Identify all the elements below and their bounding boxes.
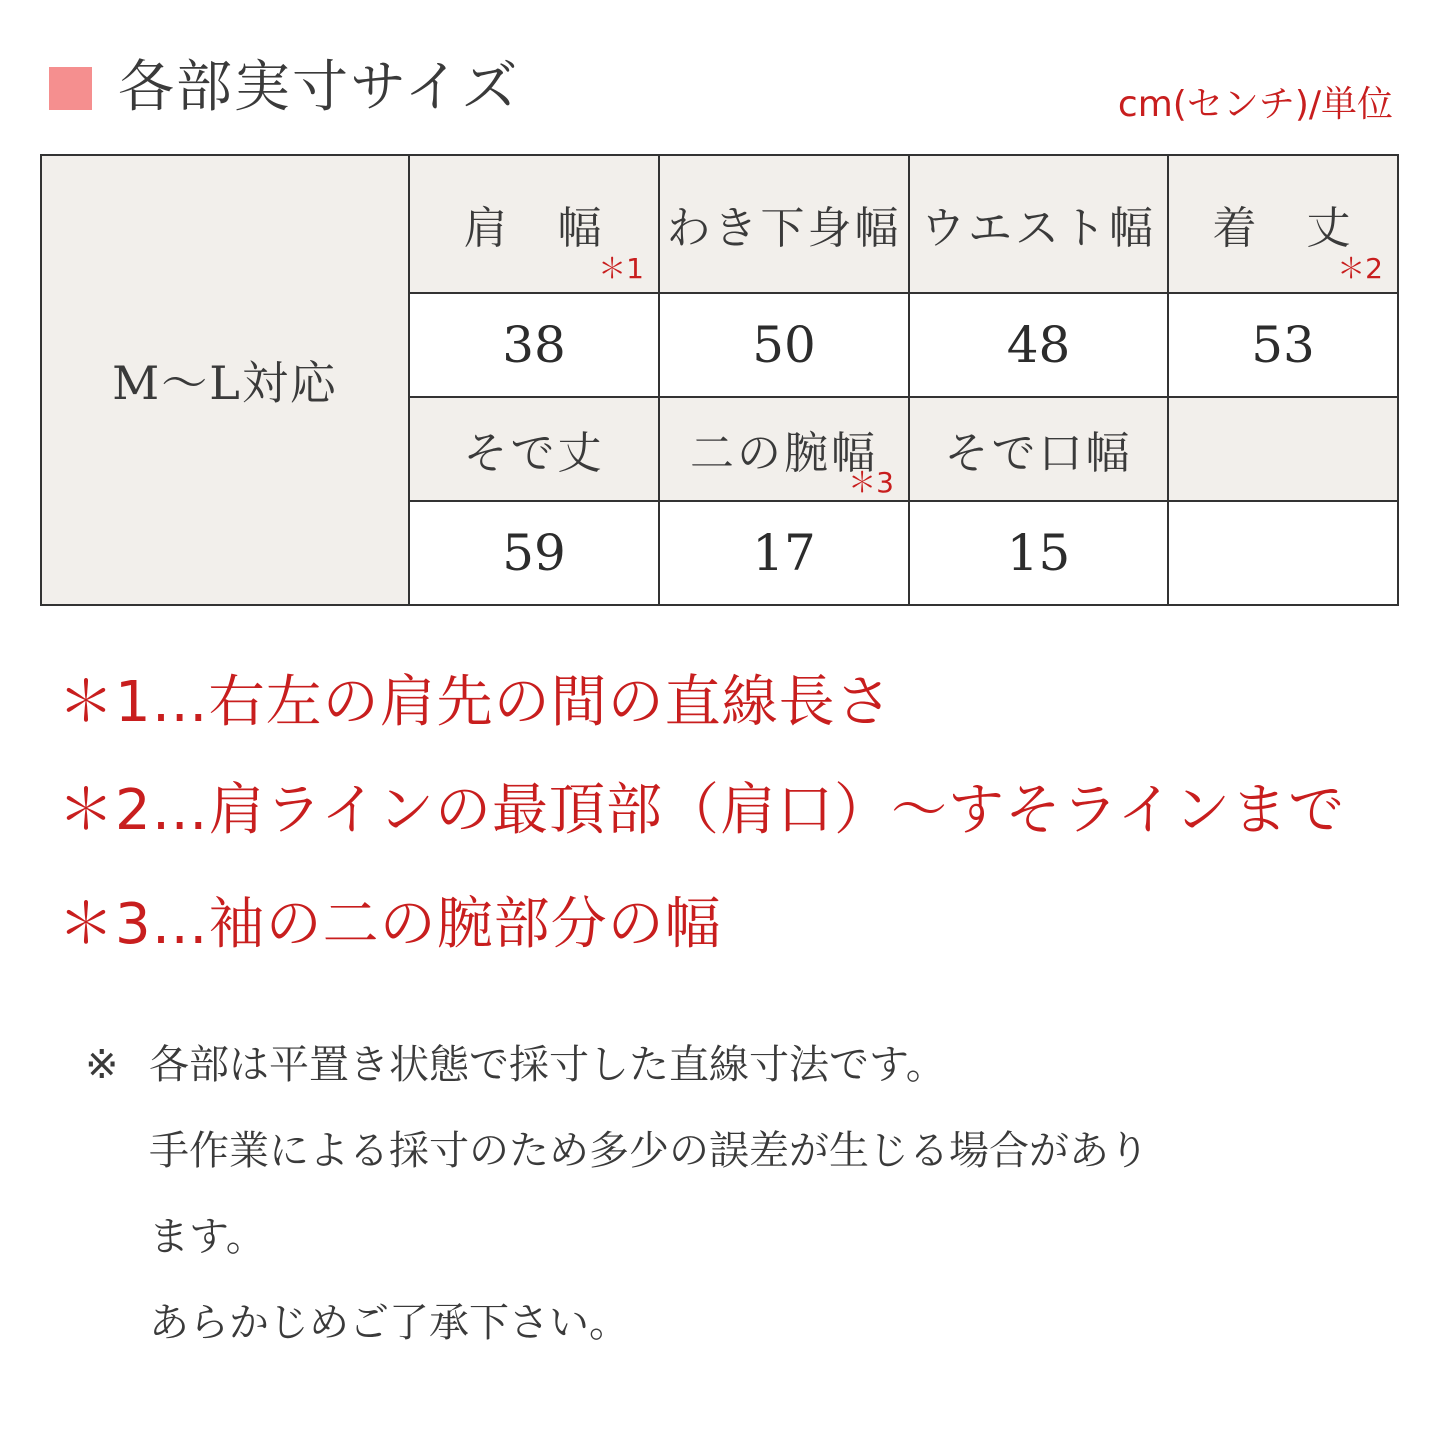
label-text: 着 丈 xyxy=(1212,203,1354,254)
label-text: そで口幅 xyxy=(944,428,1133,479)
reference-mark: ※ xyxy=(85,1042,119,1088)
footnote-1: ＊1…右左の肩先の間の直線長さ xyxy=(58,670,893,735)
label-text: そで丈 xyxy=(463,428,605,479)
label-underarm-width xyxy=(659,155,909,293)
label-length xyxy=(1168,155,1398,293)
page-title: 各部実寸サイズ xyxy=(118,55,520,120)
disclaimer-line: あらかじめご了承下さい。 xyxy=(149,1300,629,1346)
table-row xyxy=(41,155,1398,293)
title-accent-square xyxy=(49,67,92,110)
disclaimer-line: 各部は平置き状態で採寸した直線寸法です。 xyxy=(149,1042,946,1088)
label-text: ウエスト幅 xyxy=(921,203,1156,254)
value-sleeve-length: 59 xyxy=(409,501,659,605)
footnote-mark: ＊1 xyxy=(598,252,644,285)
label-waist-width xyxy=(909,155,1168,293)
label-text: 肩 幅 xyxy=(463,203,605,254)
footnote-mark: ＊3 xyxy=(848,466,894,499)
disclaimer-line: ます。 xyxy=(149,1214,266,1260)
value-underarm-width: 50 xyxy=(659,293,909,397)
label-shoulder-width xyxy=(409,155,659,293)
footnote-2: ＊2…肩ラインの最頂部（肩口）～すそラインまで xyxy=(58,778,1346,843)
size-label: M～L対応 xyxy=(41,155,409,605)
value-empty xyxy=(1168,501,1398,605)
footnote-3: ＊3…袖の二の腕部分の幅 xyxy=(58,892,722,957)
footnote-mark: ＊2 xyxy=(1337,252,1383,285)
unit-note: cm(センチ)/単位 xyxy=(1117,84,1393,125)
label-text: 二の腕幅 xyxy=(690,428,878,479)
size-table xyxy=(40,154,1399,606)
label-cuff-width xyxy=(909,397,1168,501)
value-cuff-width: 15 xyxy=(909,501,1168,605)
value-upper-arm-width: 17 xyxy=(659,501,909,605)
label-empty xyxy=(1168,397,1398,501)
disclaimer-line: 手作業による採寸のため多少の誤差が生じる場合があり xyxy=(149,1128,1149,1174)
value-length: 53 xyxy=(1168,293,1398,397)
value-shoulder-width: 38 xyxy=(409,293,659,397)
label-sleeve-length xyxy=(409,397,659,501)
value-waist-width: 48 xyxy=(909,293,1168,397)
label-upper-arm-width xyxy=(659,397,909,501)
label-text: わき下身幅 xyxy=(666,203,902,254)
